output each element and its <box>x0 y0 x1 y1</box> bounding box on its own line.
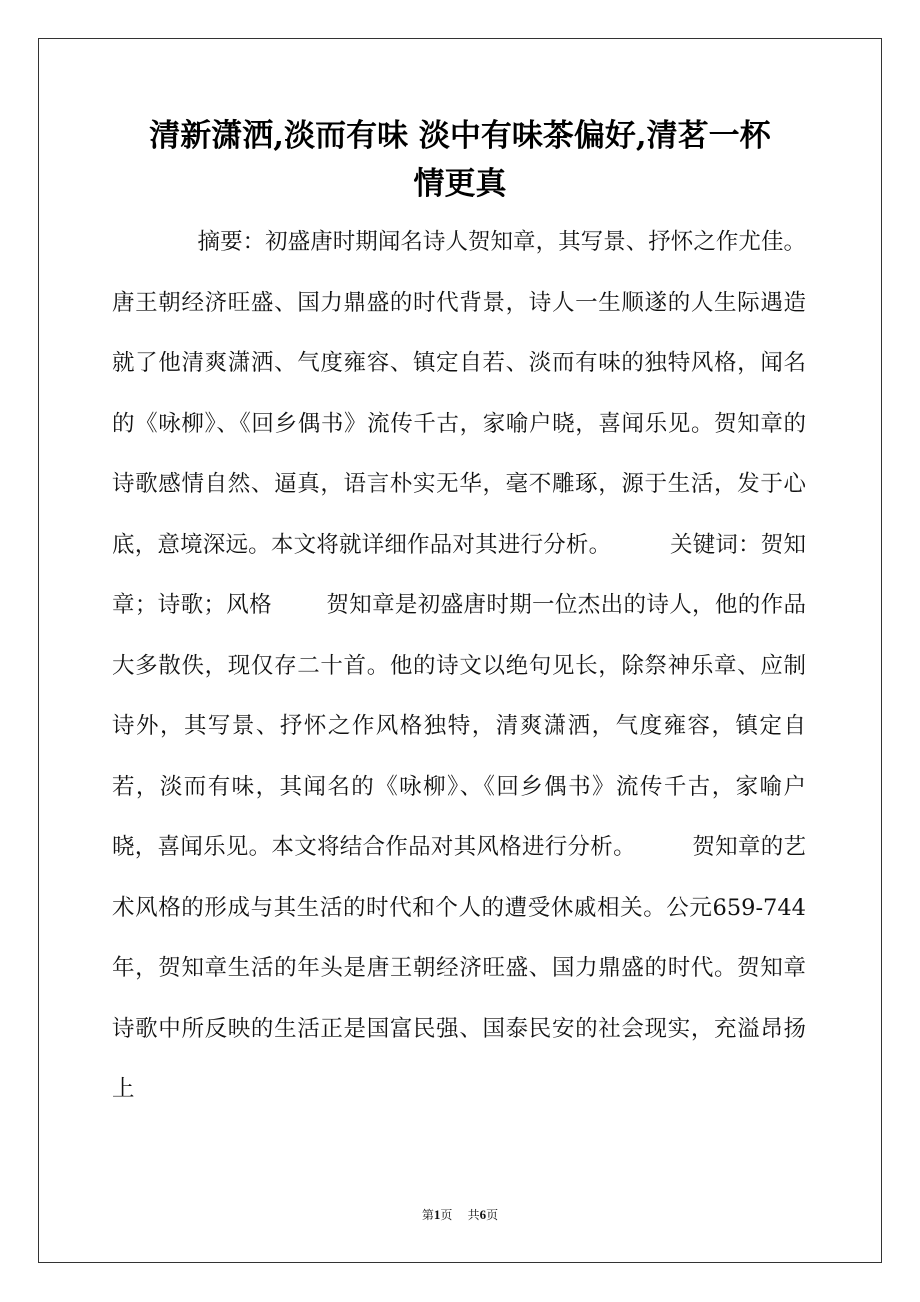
abstract-text: 摘要：初盛唐时期闻名诗人贺知章，其写景、抒怀之作尤佳。唐王朝经济旺盛、国力鼎盛的时代背景，诗人一生顺遂的人生际遇造就了他清爽潇洒、气度雍容、镇定自若、淡而有味的独特风格，闻名的《咏柳》、《回乡偶书》流传千古，家喻户晓，喜闻乐见。贺知章的诗歌感情自然、逼真，语言朴实无华，毫不雕琢，源于生活，发于心底，意境深远。本文将就详细作品对其进行分析。 <box>112 229 806 558</box>
document-body <box>112 212 806 1120</box>
keywords-text: 关键词：贺知章；诗歌；风格 <box>112 531 806 618</box>
page-footer <box>0 1207 920 1223</box>
title-line-1: 清新潇洒,淡而有味 淡中有味茶偏好,清茗一杯 <box>149 118 771 154</box>
total-pages: 6 <box>479 1207 487 1222</box>
abstract-paragraph <box>112 212 806 1120</box>
body-paragraph-2: 贺知章的艺术风格的形成与其生活的时代和个人的遭受休戚相关。公元659-744年，贺知章生活的年头是唐王朝经济旺盛、国力鼎盛的时代。贺知章诗歌中所反映的生活正是国富民强、国泰民安的社会现实，充溢昂扬上 <box>112 834 806 1102</box>
body-paragraph-1: 贺知章是初盛唐时期一位杰出的诗人，他的作品大多散佚，现仅存二十首。他的诗文以绝句见长，除祭神乐章、应制诗外，其写景、抒怀之作风格独特，清爽潇洒，气度雍容，镇定自若，淡而有味，其闻名的《咏柳》、《回乡偶书》流传千古，家喻户晓，喜闻乐见。本文将结合作品对其风格进行分析。 <box>112 592 806 860</box>
page-number: 1 <box>433 1207 441 1222</box>
page-prefix: 第 <box>421 1208 434 1222</box>
total-prefix: 共 <box>467 1208 480 1222</box>
page-suffix: 页 <box>440 1208 453 1222</box>
document-title <box>60 112 860 208</box>
total-suffix: 页 <box>486 1208 499 1222</box>
title-line-2: 情更真 <box>413 166 507 202</box>
